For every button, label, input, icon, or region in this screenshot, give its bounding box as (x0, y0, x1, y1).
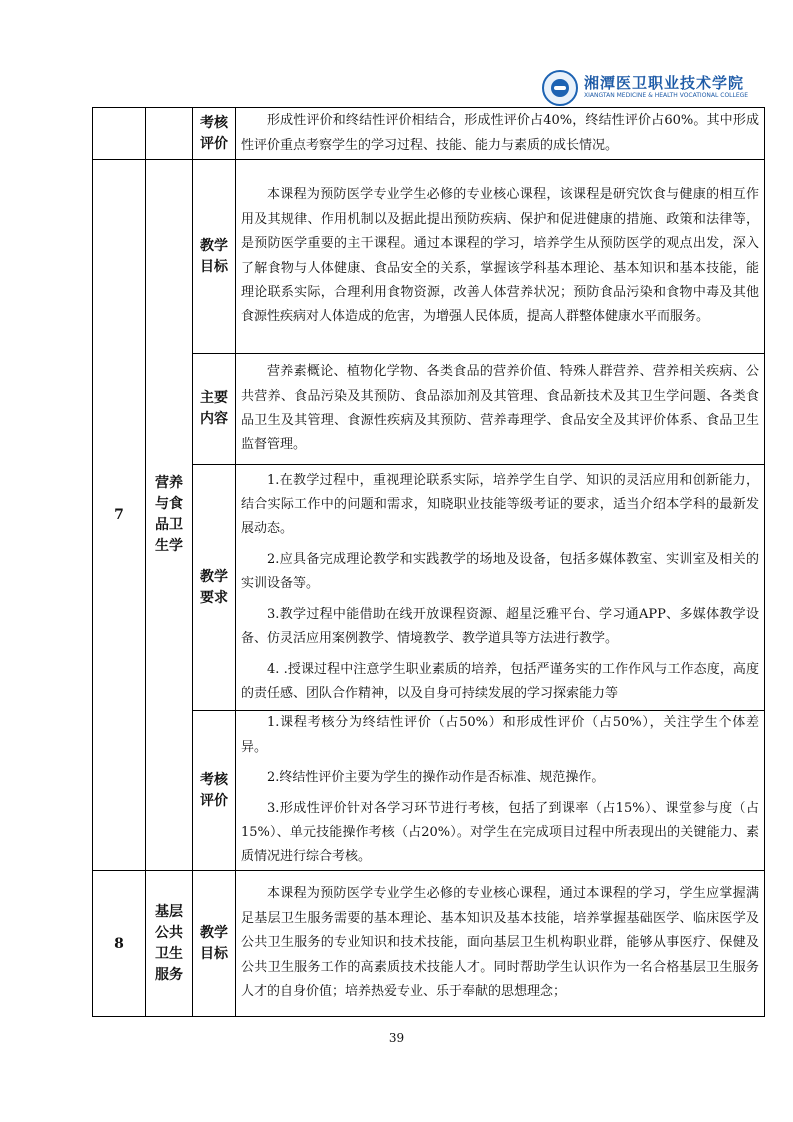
college-name-en: XIANGTAN MEDICINE & HEALTH VOCATIONAL COLLEGE (584, 92, 749, 99)
item-label-objectives: 教学 目标 (193, 871, 236, 1017)
course-number: 7 (93, 160, 146, 871)
content-text: 营养素概论、植物化学物、各类食品的营养价值、特殊人群营养、营养相关疾病、公共营养、食品污染及其预防、食品添加剂及其管理、食品新技术及其卫生学问题、各类食品卫生及其管理、食源性疾病及其预防、营养毒理学、食品安全及其评价体系、食品卫生监督管理。 (236, 354, 765, 465)
course-name: 营养 与食 品卫 生学 (146, 160, 193, 871)
college-name-cn: 湘潭医卫职业技术学院 (584, 74, 745, 92)
item-label-requirements: 教学 要求 (193, 465, 236, 711)
college-emblem-icon (542, 70, 578, 106)
course-table (92, 107, 765, 1017)
requirements-text: 1.在教学过程中，重视理论联系实际，培养学生自学、知识的灵活应用和创新能力，结合实际工作中的问题和需求，知晓职业技能等级考证的要求，适当介绍本学科的最新发展动态。 2.应具备完成理论教学和实践教学的场地及设备，包括多媒体教室、实训室及相关的实训设备等。 3.教学过程中能借助在线开放课程资源、超星泛雅平台、学习通APP、多媒体教学设备、仿灵活应用案例教学、情境教学、教学道具等方法进行教学。 4. .授课过程中注意学生职业素质的培养，包括严谨务实的工作作风与工作态度，高度的责任感、团队合作精神，以及自身可持续发展的学习探索能力等 (236, 465, 765, 711)
table-row (93, 871, 765, 1017)
college-logo (542, 70, 749, 108)
objectives-text: 本课程为预防医学专业学生必修的专业核心课程，通过本课程的学习，学生应掌握满足基层卫生服务需要的基本理论、基本知识及基本技能，培养掌握基础医学、临床医学及公共卫生服务的专业知识和技术技能，面向基层卫生机构职业群，能够从事医疗、保健及公共卫生服务工作的高素质技术技能人才。同时帮助学生认识作为一名合格基层卫生服务人才的自身价值；培养热爱专业、乐于奉献的思想理念； (236, 871, 765, 1017)
assessment-text: 1.课程考核分为终结性评价（占50%）和形成性评价（占50%），关注学生个体差异。 2.终结性评价主要为学生的操作动作是否标准、规范操作。 3.形成性评价针对各学习环节进行考核，包括了到课率（占15%）、课堂参与度（占15%）、单元技能操作考核（占20%）。对学生在完成项目过程中所表现出的关键能力、素质情况进行综合考核。 (236, 711, 765, 871)
table-row (93, 354, 765, 465)
item-label-objectives: 教学 目标 (193, 160, 236, 354)
table-row (93, 465, 765, 711)
page-number: 39 (388, 1031, 405, 1045)
item-label-content: 主要 内容 (193, 354, 236, 465)
objectives-text: 本课程为预防医学专业学生必修的专业核心课程，该课程是研究饮食与健康的相互作用及其规律、作用机制以及据此提出预防疾病、保护和促进健康的措施、政策和法律等，是预防医学重要的主干课程。通过本课程的学习，培养学生从预防医学的观点出发，深入了解食物与人体健康、食品安全的关系，掌握该学科基本理论、基本知识和基本技能，能理论联系实际，合理利用食物资源，改善人体营养状况；预防食品污染和食物中毒及其他食源性疾病对人体造成的危害，为增强人民体质，提高人群整体健康水平而服务。 (236, 160, 765, 354)
item-label-assessment: 考核 评价 (193, 108, 236, 160)
course-name: 基层 公共 卫生 服务 (146, 871, 193, 1017)
assessment-text: 形成性评价和终结性评价相结合，形成性评价占40%，终结性评价占60%。其中形成性评价重点考察学生的学习过程、技能、能力与素质的成长情况。 (236, 108, 765, 160)
course-name-cell (146, 108, 193, 160)
course-number-cell (93, 108, 146, 160)
table-row (93, 108, 765, 160)
course-number: 8 (93, 871, 146, 1017)
table-row (93, 711, 765, 871)
table-row (93, 160, 765, 354)
item-label-assessment: 考核 评价 (193, 711, 236, 871)
